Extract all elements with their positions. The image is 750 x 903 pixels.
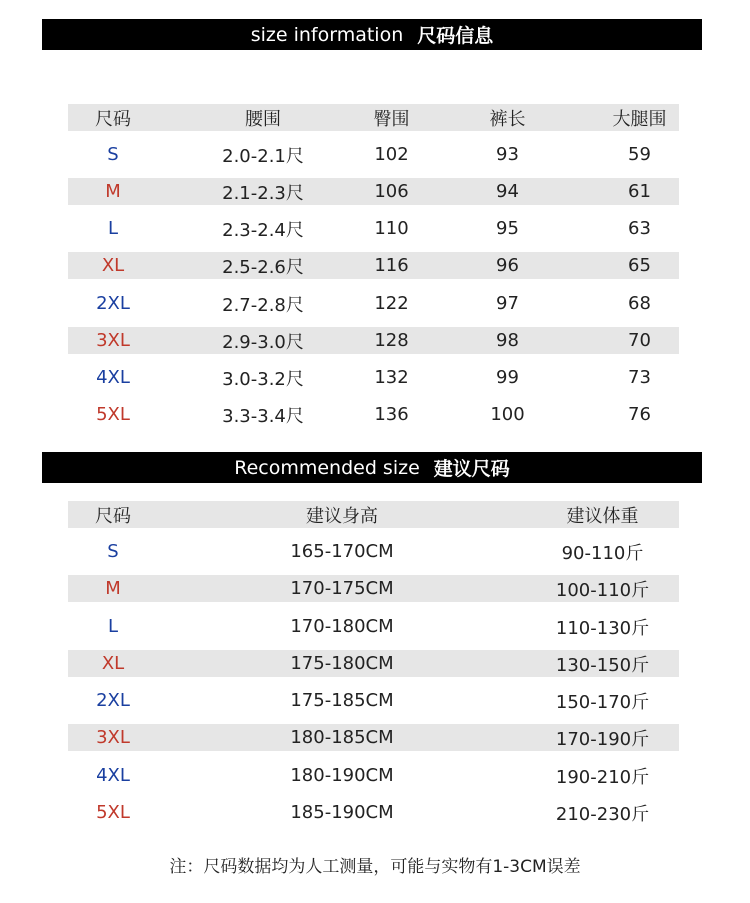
hip-value: 136 xyxy=(374,404,409,425)
table-row xyxy=(68,575,679,602)
table-row xyxy=(68,364,679,391)
size-label: 4XL xyxy=(96,367,130,388)
size-label: L xyxy=(107,616,119,637)
weight-value: 90-110斤 xyxy=(561,542,644,564)
weight-value: 190-210斤 xyxy=(555,766,650,788)
table-row xyxy=(68,252,679,279)
header-length: 裤长 xyxy=(489,108,526,130)
header-size: 尺码 xyxy=(95,505,131,527)
height-value: 165-170CM xyxy=(290,541,394,562)
hip-value: 122 xyxy=(374,293,409,314)
size-label: 5XL xyxy=(96,404,130,425)
table-row xyxy=(68,724,679,751)
size-label: 4XL xyxy=(96,765,130,786)
size-label: 3XL xyxy=(96,727,130,748)
hip-value: 132 xyxy=(374,367,409,388)
table-row xyxy=(68,141,679,168)
waist-value: 2.9-3.0尺 xyxy=(222,331,304,353)
weight-value: 130-150斤 xyxy=(555,654,650,676)
hip-value: 102 xyxy=(374,144,409,165)
table-row xyxy=(68,687,679,714)
length-value: 97 xyxy=(496,293,519,314)
header-hip: 臀围 xyxy=(373,108,410,130)
recommended-size-banner xyxy=(42,452,702,483)
size-label: S xyxy=(107,541,119,562)
header-height: 建议身高 xyxy=(306,505,378,527)
height-value: 185-190CM xyxy=(290,802,394,823)
size-label: M xyxy=(105,578,121,599)
length-value: 99 xyxy=(496,367,519,388)
weight-value: 110-130斤 xyxy=(555,617,650,639)
table-row xyxy=(68,650,679,677)
hip-value: 116 xyxy=(374,255,409,276)
length-value: 98 xyxy=(496,330,519,351)
size-label: XL xyxy=(101,653,125,674)
height-value: 180-190CM xyxy=(290,765,394,786)
waist-value: 2.3-2.4尺 xyxy=(222,219,304,241)
length-value: 93 xyxy=(496,144,519,165)
table-row xyxy=(68,401,679,428)
size-label: 2XL xyxy=(96,293,130,314)
thigh-value: 63 xyxy=(628,218,651,239)
height-value: 175-185CM xyxy=(290,690,394,711)
waist-value: 2.1-2.3尺 xyxy=(222,182,304,204)
measurement-note: 注：尺码数据均为人工测量，可能与实物有1-3CM误差 xyxy=(169,857,581,877)
height-value: 170-175CM xyxy=(290,578,394,599)
size-label: 2XL xyxy=(96,690,130,711)
banner-title-en: size information xyxy=(250,23,404,46)
recommended-size-table xyxy=(68,501,679,825)
size-label: XL xyxy=(101,255,125,276)
size-label: 5XL xyxy=(96,802,130,823)
table-row xyxy=(68,799,679,826)
length-value: 94 xyxy=(496,181,519,202)
waist-value: 2.7-2.8尺 xyxy=(222,294,304,316)
table-row xyxy=(68,762,679,789)
size-label: L xyxy=(107,218,119,239)
table-row xyxy=(68,538,679,565)
size-label: 3XL xyxy=(96,330,130,351)
size-information-banner xyxy=(42,19,702,50)
thigh-value: 65 xyxy=(628,255,651,276)
size-label: S xyxy=(107,144,119,165)
thigh-value: 61 xyxy=(628,181,651,202)
thigh-value: 59 xyxy=(628,144,651,165)
thigh-value: 70 xyxy=(628,330,651,351)
table-header-row xyxy=(68,501,679,528)
length-value: 100 xyxy=(490,404,525,425)
banner-title-zh: 尺码信息 xyxy=(417,25,494,47)
table-header-row xyxy=(68,104,679,131)
height-value: 180-185CM xyxy=(290,727,394,748)
table-row xyxy=(68,290,679,317)
waist-value: 3.3-3.4尺 xyxy=(222,405,304,427)
banner-title-zh: 建议尺码 xyxy=(433,458,510,480)
thigh-value: 73 xyxy=(628,367,651,388)
table-row xyxy=(68,215,679,242)
banner-title-en: Recommended size xyxy=(234,456,420,479)
hip-value: 106 xyxy=(374,181,409,202)
table-row xyxy=(68,178,679,205)
weight-value: 210-230斤 xyxy=(555,803,650,825)
table-row xyxy=(68,327,679,354)
header-size: 尺码 xyxy=(95,108,131,130)
header-weight: 建议体重 xyxy=(566,505,639,527)
waist-value: 2.5-2.6尺 xyxy=(222,256,304,278)
height-value: 175-180CM xyxy=(290,653,394,674)
size-label: M xyxy=(105,181,121,202)
weight-value: 150-170斤 xyxy=(555,691,650,713)
length-value: 95 xyxy=(496,218,519,239)
waist-value: 3.0-3.2尺 xyxy=(222,368,304,390)
height-value: 170-180CM xyxy=(290,616,394,637)
size-information-table xyxy=(68,104,679,427)
hip-value: 110 xyxy=(374,218,409,239)
length-value: 96 xyxy=(496,255,519,276)
thigh-value: 68 xyxy=(628,293,651,314)
hip-value: 128 xyxy=(374,330,409,351)
header-thigh: 大腿围 xyxy=(612,108,667,130)
waist-value: 2.0-2.1尺 xyxy=(222,145,304,167)
weight-value: 170-190斤 xyxy=(555,728,650,750)
header-waist: 腰围 xyxy=(245,108,281,130)
table-row xyxy=(68,613,679,640)
weight-value: 100-110斤 xyxy=(555,579,650,601)
thigh-value: 76 xyxy=(628,404,651,425)
